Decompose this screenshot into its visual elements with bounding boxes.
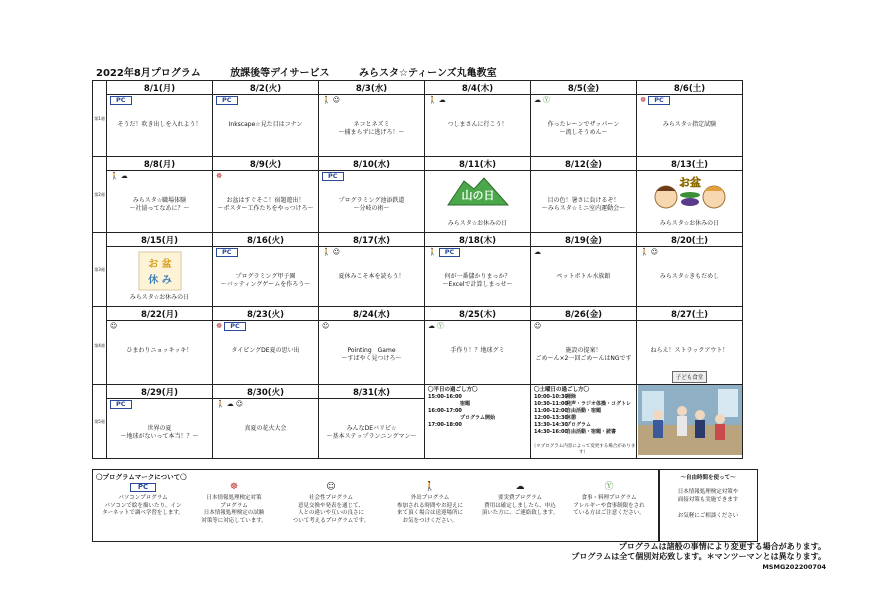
legend-item-name: 日本情報処理検定対策 プログラム bbox=[206, 495, 262, 509]
kids-cafeteria-badge: 子ども食堂 bbox=[672, 371, 708, 383]
day-program-cell bbox=[319, 171, 425, 233]
pc-program-icon: PC bbox=[322, 172, 344, 181]
schedule-item: プログラム bbox=[566, 422, 591, 428]
program-title: そうだ！吹き出しを入れよう！ bbox=[117, 121, 202, 128]
legend-item bbox=[383, 482, 477, 525]
program-marks bbox=[216, 248, 238, 257]
day-program-cell bbox=[319, 95, 425, 157]
day-program-cell bbox=[531, 171, 637, 233]
activity-photo bbox=[637, 385, 743, 459]
schedule-row bbox=[534, 429, 631, 436]
day-date: 8/25(木) bbox=[425, 307, 531, 321]
program-marks bbox=[322, 172, 344, 181]
day-date: 8/8(月) bbox=[107, 157, 213, 171]
meal-icon: Ⓨ bbox=[543, 96, 550, 104]
day-date: 8/1(月) bbox=[107, 81, 213, 95]
program-title: みらスタ☆職場体験 ～社協ってなあに？～ bbox=[129, 197, 190, 212]
day-program-cell bbox=[637, 321, 743, 385]
day-program-cell bbox=[213, 399, 319, 459]
day-date: 8/13(土) bbox=[637, 157, 743, 171]
day-program-cell bbox=[425, 95, 531, 157]
program-title: プログラミング池添鉄道 ～分岐の術～ bbox=[338, 197, 405, 212]
day-program-cell bbox=[319, 399, 425, 459]
day-program-cell bbox=[319, 321, 425, 385]
day-program-cell bbox=[425, 321, 531, 385]
schedule-time: 10:30-11:00 bbox=[534, 401, 568, 407]
svg-text:山の日: 山の日 bbox=[461, 189, 494, 202]
day-program-cell bbox=[107, 95, 213, 157]
yen-bag-icon: ☁ bbox=[515, 482, 525, 492]
free-time-box bbox=[658, 469, 758, 542]
pc-program-icon: PC bbox=[216, 248, 238, 257]
program-title: みらスタ☆指定試験 bbox=[662, 121, 717, 128]
program-title: 真夏の花火大会 bbox=[244, 425, 287, 433]
schedule-item: 自由活動・宿題 bbox=[566, 408, 602, 414]
program-marks bbox=[534, 322, 543, 331]
day-date: 8/23(火) bbox=[213, 307, 319, 321]
svg-text:休 み: 休 み bbox=[147, 275, 172, 286]
schedule-time: 11:00-12:00 bbox=[534, 408, 568, 414]
week-date-row bbox=[93, 307, 743, 321]
program-title: ひまわりニョッキッキ！ bbox=[126, 347, 193, 354]
document-code: MSMG202200704 bbox=[762, 563, 826, 571]
day-program-cell bbox=[107, 247, 213, 307]
pc-program-icon: PC bbox=[110, 400, 132, 409]
program-title: みんなDEバリピ☆ ～基本ステップランニングマン～ bbox=[326, 425, 417, 441]
legend-item-name: パソコンプログラム bbox=[118, 495, 168, 501]
svg-text:お 盆: お 盆 bbox=[147, 259, 172, 270]
day-program-cell bbox=[637, 171, 743, 233]
saturday-schedule-title: 〇土曜日の過ごし方〇 bbox=[534, 387, 590, 393]
schedule-time: 14:30-16:00 bbox=[534, 429, 568, 435]
program-title: プログラミング甲子園 ～バッティングゲームを作ろう～ bbox=[220, 273, 311, 288]
smile-face-icon: ☺ bbox=[332, 96, 341, 104]
pc-program-icon: PC bbox=[110, 96, 132, 105]
day-date: 8/4(木) bbox=[425, 81, 531, 95]
week-date-row bbox=[93, 157, 743, 171]
day-program-cell bbox=[425, 247, 531, 307]
program-marks bbox=[534, 96, 552, 105]
week-event-row bbox=[93, 171, 743, 233]
schedule-item: 掃除 bbox=[566, 394, 577, 400]
free-time-title: ～自由時間を使って～ bbox=[680, 475, 736, 481]
day-program-cell bbox=[107, 399, 213, 459]
yen-bag-icon: ☁ bbox=[438, 96, 446, 104]
program-title: みらスタ☆きもだめし bbox=[659, 273, 720, 280]
legend-item-name: 外出プログラム bbox=[410, 495, 450, 501]
legend-title: 〇プログラムマークについて〇 bbox=[96, 473, 187, 481]
weekday-schedule-box bbox=[425, 385, 531, 459]
day-program-cell bbox=[107, 321, 213, 385]
day-date: 8/19(金) bbox=[531, 233, 637, 247]
children-activity-photo bbox=[638, 385, 742, 455]
day-date: 8/9(火) bbox=[213, 157, 319, 171]
yen-bag-icon: ☁ bbox=[534, 96, 541, 104]
schedule-note: （＊プログラム内容によって変更する場合があります） bbox=[531, 444, 636, 455]
walking-person-icon: 🚶 bbox=[428, 96, 437, 104]
schedule-time: 13:30-14:30 bbox=[534, 422, 568, 428]
program-marks bbox=[428, 322, 446, 331]
legend-item-desc: アレルギーや食事制限をされ ている方はご注意ください。 bbox=[573, 502, 645, 516]
schedule-row bbox=[534, 401, 631, 408]
schedule-row bbox=[428, 408, 495, 415]
week-date-row bbox=[93, 385, 743, 399]
legend-item-name: 社会性プログラム bbox=[309, 495, 353, 501]
weekday-schedule bbox=[428, 387, 495, 429]
schedule-row bbox=[428, 401, 495, 408]
day-date: 8/27(土) bbox=[637, 307, 743, 321]
walking-person-icon: 🚶 bbox=[424, 482, 436, 492]
week-event-row bbox=[93, 321, 743, 385]
day-date: 8/2(火) bbox=[213, 81, 319, 95]
week-date-row bbox=[93, 81, 743, 95]
legend-item bbox=[563, 482, 655, 518]
day-program-cell bbox=[637, 247, 743, 307]
legend-item-desc: 費用は確定しましたら、申込 頂いた方に、ご連絡致します。 bbox=[481, 502, 559, 516]
obon-holiday-illustration bbox=[138, 251, 182, 291]
day-date: 8/31(水) bbox=[319, 385, 425, 399]
day-date: 8/20(土) bbox=[637, 233, 743, 247]
day-date: 8/15(月) bbox=[107, 233, 213, 247]
smile-face-icon: ☺ bbox=[326, 482, 336, 492]
schedule-time: 15:00-16:00 bbox=[428, 394, 462, 400]
yen-bag-icon: ☁ bbox=[120, 172, 128, 180]
legend-item bbox=[189, 482, 279, 525]
day-program-cell bbox=[213, 171, 319, 233]
schedule-row bbox=[534, 394, 631, 401]
day-date: 8/30(火) bbox=[213, 385, 319, 399]
yen-bag-icon: ☁ bbox=[226, 400, 234, 409]
legend-item-desc: 意見交換や発表を通じて、 人との違いや互いの良さに ついて考えるプログラムです。 bbox=[292, 502, 370, 524]
free-time-note: お気軽にご相談ください bbox=[677, 513, 739, 519]
svg-text:お盆: お盆 bbox=[678, 176, 701, 189]
program-title: ねらえ！ストラックアウト！ bbox=[650, 347, 729, 354]
day-date: 8/22(月) bbox=[107, 307, 213, 321]
program-title: お盆はすぐそこ！宿題遊出！ ～ポスター工作たちをやっつけろ～ bbox=[217, 197, 314, 212]
program-title: 作ったレーンでザッパーン ～流しそうめん～ bbox=[547, 121, 620, 136]
program-title: タイピングDE夏の思い出 bbox=[231, 347, 300, 354]
program-marks bbox=[216, 172, 224, 181]
program-title: みらスタ☆お休みの日 bbox=[659, 220, 720, 227]
saturday-schedule-box bbox=[531, 385, 637, 459]
walking-person-icon: 🚶 bbox=[322, 248, 331, 256]
certificate-icon: ☸ bbox=[216, 322, 223, 330]
day-program-cell bbox=[531, 247, 637, 307]
program-marks bbox=[110, 172, 130, 181]
program-title: みらスタ☆お休みの日 bbox=[447, 220, 508, 227]
walking-person-icon: 🚶 bbox=[640, 248, 649, 256]
legend-item bbox=[479, 482, 561, 518]
certificate-icon: ☸ bbox=[216, 172, 223, 180]
program-title: つしまさんに行こう！ bbox=[447, 121, 508, 128]
pc-program-icon: PC bbox=[439, 248, 461, 257]
program-marks bbox=[322, 322, 331, 331]
pc-program-icon: PC bbox=[648, 96, 670, 105]
legend-item bbox=[99, 482, 187, 518]
program-marks bbox=[640, 248, 660, 257]
day-program-cell bbox=[319, 247, 425, 307]
weekday-schedule-title: 〇平日の過ごし方〇 bbox=[428, 387, 478, 393]
footer bbox=[571, 542, 826, 572]
certificate-icon: ☸ bbox=[229, 482, 239, 492]
meal-icon: Ⓨ bbox=[604, 482, 614, 492]
day-date: 8/10(水) bbox=[319, 157, 425, 171]
smile-face-icon: ☺ bbox=[534, 322, 542, 330]
program-marks bbox=[216, 400, 245, 409]
schedule-time: 16:00-17:00 bbox=[428, 408, 462, 414]
day-program-cell bbox=[531, 95, 637, 157]
program-marks bbox=[110, 322, 119, 331]
schedule-row bbox=[534, 408, 631, 415]
program-marks bbox=[110, 400, 132, 409]
program-title: 世界の夏 ～地球がないって本当！？～ bbox=[120, 425, 199, 441]
page-header bbox=[96, 64, 523, 79]
day-date: 8/29(月) bbox=[107, 385, 213, 399]
legend-item-name: 食事・料理プログラム bbox=[581, 495, 637, 501]
week-label: 第4週 bbox=[93, 307, 107, 385]
program-title: Pointing Game ～すばやく見つけろ～ bbox=[341, 347, 402, 362]
day-date: 8/26(金) bbox=[531, 307, 637, 321]
schedule-time: 12:00-13:30 bbox=[534, 415, 568, 421]
free-time-text: 日本情報処理検定対策や 面接対策も実施できます bbox=[677, 489, 739, 503]
footer-line-2: プログラムは全て個別対応致します。＊マンツーマンとは異なります。 bbox=[571, 552, 826, 561]
day-date: 8/3(水) bbox=[319, 81, 425, 95]
day-date: 8/5(金) bbox=[531, 81, 637, 95]
legend-item-desc: 参加される時間やお迎えに 来て頂く場合は送迎場所に お気をつけください。 bbox=[396, 502, 463, 524]
footer-line-1: プログラムは諸般の事情により変更する場合があります。 bbox=[618, 542, 826, 551]
pc-program-icon: PC bbox=[99, 482, 187, 493]
mountain-day-illustration bbox=[446, 175, 510, 207]
program-title: 目の色！暑さに負けるぞ！ ～みらスタ☆ミニ室内運動会～ bbox=[541, 197, 626, 212]
schedule-row bbox=[534, 415, 631, 422]
schedule-row bbox=[534, 422, 631, 429]
meal-icon: Ⓨ bbox=[437, 322, 444, 330]
program-marks bbox=[216, 96, 238, 105]
certificate-icon: ☸ bbox=[640, 96, 647, 104]
legend-item-name: 要実費プログラム bbox=[498, 495, 542, 501]
schedule-time: 17:00-18:00 bbox=[428, 422, 462, 428]
obon-illustration bbox=[650, 175, 730, 211]
day-date: 8/18(木) bbox=[425, 233, 531, 247]
week-event-row bbox=[93, 247, 743, 307]
week-date-row bbox=[93, 233, 743, 247]
program-mark-legend bbox=[92, 469, 660, 542]
program-marks bbox=[110, 96, 132, 105]
smile-face-icon: ☺ bbox=[650, 248, 659, 256]
day-program-cell bbox=[531, 321, 637, 385]
schedule-row bbox=[428, 415, 495, 422]
day-date: 8/24(水) bbox=[319, 307, 425, 321]
legend-item-desc: パソコンで絵を描いたり、イン ターネットで調べ学習をします。 bbox=[102, 502, 184, 516]
program-marks bbox=[640, 96, 670, 105]
school-name: みらスタ☆ティーンズ丸亀教室 bbox=[358, 68, 497, 79]
calendar-table bbox=[92, 80, 743, 459]
walking-person-icon: 🚶 bbox=[216, 400, 225, 409]
pc-program-icon: PC bbox=[224, 322, 246, 331]
schedule-item: 休憩 bbox=[566, 415, 577, 421]
program-marks bbox=[428, 248, 460, 257]
smile-face-icon: ☺ bbox=[332, 248, 341, 256]
program-marks bbox=[322, 248, 342, 257]
week-event-row bbox=[93, 95, 743, 157]
smile-face-icon: ☺ bbox=[110, 322, 118, 330]
week-label: 第2週 bbox=[93, 157, 107, 233]
week-label: 第5週 bbox=[93, 385, 107, 459]
smile-face-icon: ☺ bbox=[322, 322, 330, 330]
day-program-cell bbox=[425, 171, 531, 233]
day-date: 8/11(木) bbox=[425, 157, 531, 171]
program-marks bbox=[534, 248, 543, 257]
program-marks bbox=[428, 96, 448, 105]
program-marks bbox=[216, 322, 246, 331]
schedule-item: 宿題 bbox=[460, 401, 471, 407]
pc-program-icon: PC bbox=[216, 96, 238, 105]
day-date: 8/6(土) bbox=[637, 81, 743, 95]
schedule-item: プログラム開始 bbox=[460, 415, 495, 421]
legend-item-desc: 日本情報処理検定の試験 対策等に対応しています。 bbox=[201, 510, 267, 524]
program-title: 施設の提案！ ごめーん×2一回ごめーんはNGです bbox=[535, 347, 632, 362]
program-title: 夏休みこそ本を読もう！ bbox=[338, 273, 405, 280]
walking-person-icon: 🚶 bbox=[110, 172, 119, 180]
schedule-time: 10:00-10:30 bbox=[534, 394, 568, 400]
program-title: みらスタ☆お休みの日 bbox=[129, 294, 190, 301]
program-title: 手作り！？地球グミ bbox=[450, 347, 505, 354]
week-label: 第3週 bbox=[93, 233, 107, 307]
program-title: Inkscape☆見た目はコナン bbox=[228, 121, 303, 128]
walking-person-icon: 🚶 bbox=[322, 96, 331, 104]
day-date: 8/16(火) bbox=[213, 233, 319, 247]
day-program-cell bbox=[213, 95, 319, 157]
day-program-cell bbox=[637, 95, 743, 157]
day-program-cell bbox=[213, 247, 319, 307]
service-name: 放課後等デイサービス bbox=[230, 68, 330, 79]
day-program-cell bbox=[213, 321, 319, 385]
day-date: 8/17(水) bbox=[319, 233, 425, 247]
program-title: ネコとネズミ ～捕まらずに逃げろ！～ bbox=[338, 121, 405, 136]
schedule-row bbox=[428, 422, 495, 429]
smile-face-icon: ☺ bbox=[235, 400, 244, 409]
page-title: 2022年8月プログラム bbox=[96, 68, 201, 79]
program-title: 何が一番儲かりまっか？ ～Excelで計算しまっせ～ bbox=[442, 273, 513, 288]
week-label: 第1週 bbox=[93, 81, 107, 157]
program-title: ペットボトル水族館 bbox=[556, 273, 611, 280]
walking-person-icon: 🚶 bbox=[428, 248, 437, 256]
yen-bag-icon: ☁ bbox=[534, 248, 541, 256]
legend-item bbox=[281, 482, 381, 525]
schedule-item: 自由活動・宿題・読書 bbox=[566, 429, 617, 435]
schedule-item: 発声・ラジオ体操・コグトレ bbox=[566, 401, 632, 407]
day-program-cell bbox=[107, 171, 213, 233]
day-date: 8/12(金) bbox=[531, 157, 637, 171]
saturday-schedule bbox=[534, 387, 631, 436]
program-marks bbox=[322, 96, 342, 105]
schedule-row bbox=[428, 394, 495, 401]
yen-bag-icon: ☁ bbox=[428, 322, 435, 330]
